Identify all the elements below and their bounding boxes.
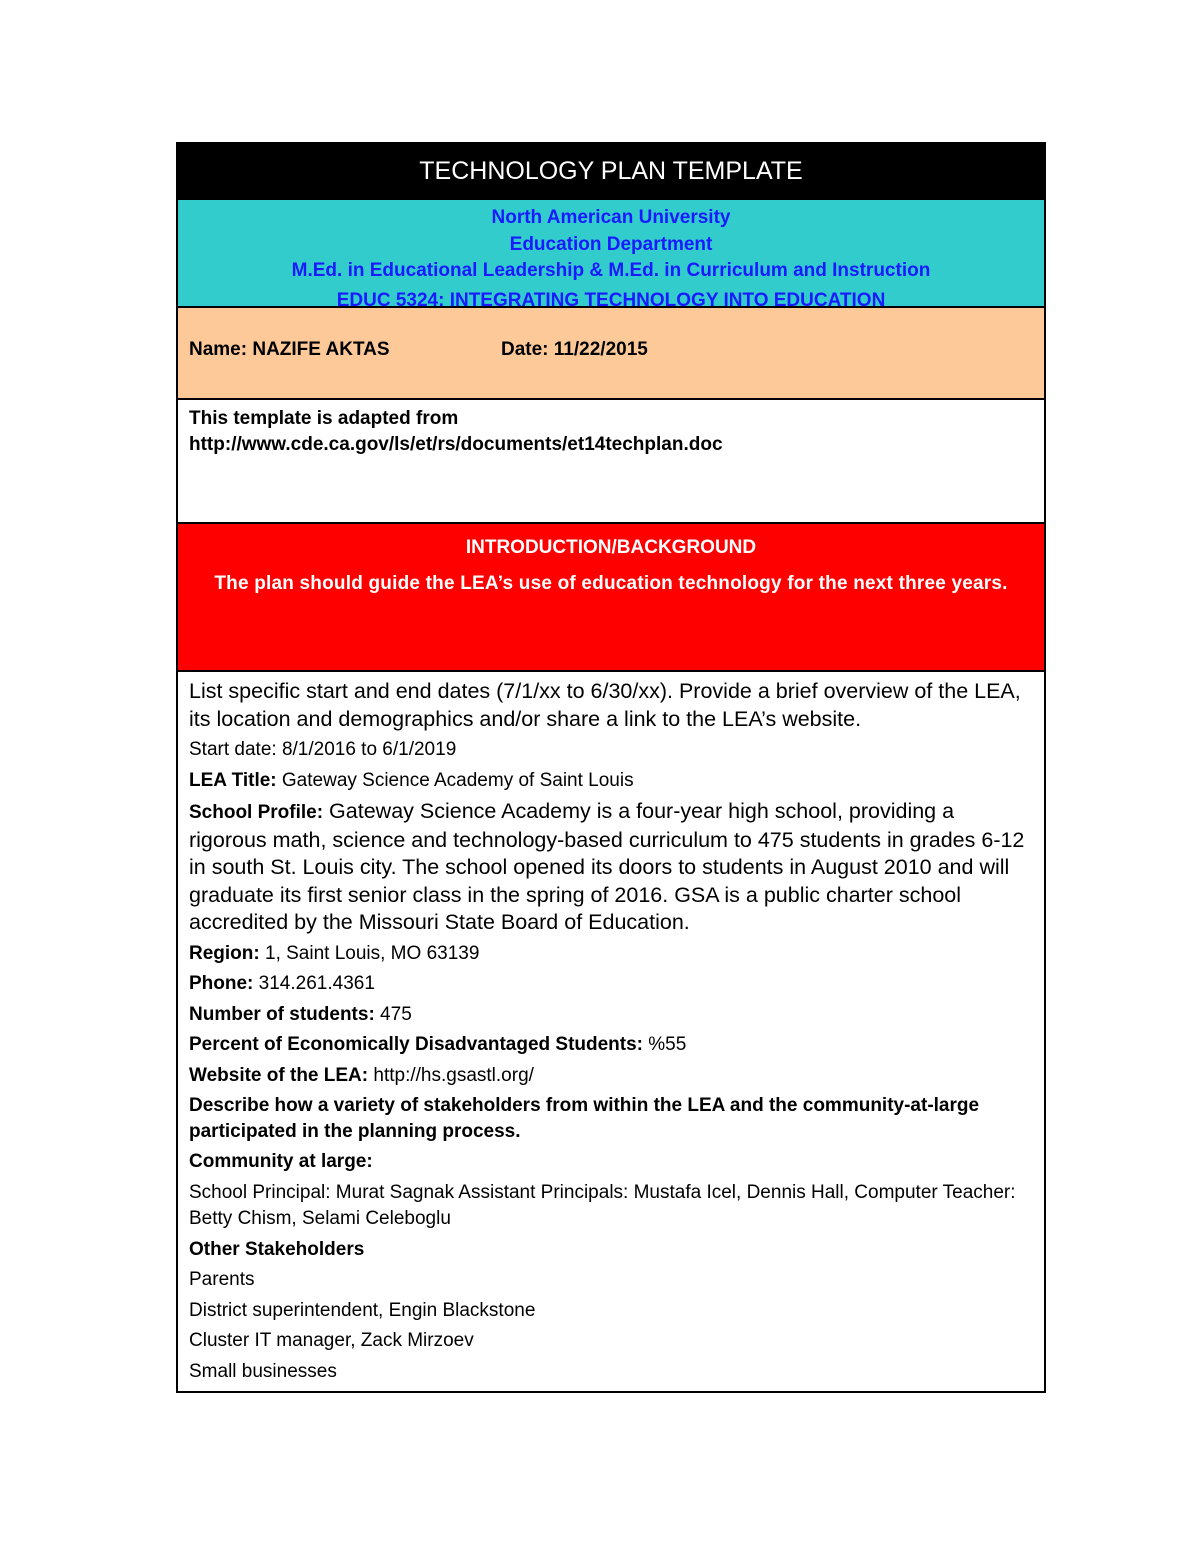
school-profile-label: School Profile: — [189, 802, 324, 823]
template-source-row — [178, 400, 1044, 524]
school-profile — [189, 798, 1033, 937]
list-item: Cluster IT manager, Zack Mirzoev — [189, 1330, 474, 1351]
students-label: Number of students: — [189, 1003, 375, 1025]
list-item: Parents — [189, 1269, 255, 1290]
econ-value: %55 — [643, 1034, 687, 1055]
plan-title: TECHNOLOGY PLAN TEMPLATE — [419, 156, 803, 185]
source-intro: This template is adapted from — [189, 408, 459, 429]
university-name: North American University — [491, 207, 731, 228]
student-info-row — [178, 308, 1044, 400]
region-label: Region: — [189, 942, 260, 964]
other-stakeholders-label-text: Other Stakeholders — [189, 1238, 365, 1260]
program-names: M.Ed. in Educational Leadership & M.Ed. in Curriculum and Instruction — [291, 260, 931, 281]
introduction-header-row — [178, 524, 1044, 672]
econ-label: Percent of Economically Disadvantaged Students: — [189, 1034, 643, 1055]
student-name: Name: NAZIFE AKTAS — [189, 339, 390, 360]
lea-title-value: Gateway Science Academy of Saint Louis — [276, 769, 634, 791]
list-item: Small businesses — [189, 1360, 337, 1382]
lea-title-label: LEA Title: — [189, 769, 277, 791]
university-info-row — [178, 200, 1044, 311]
instructions-text: List specific start and end dates (7/1/xx to 6/30/xx). Provide a brief overview of the LEA, its location and demographics and/or share a link to the LEA’s website. — [189, 679, 1021, 731]
website-label: Website of the LEA: — [189, 1064, 369, 1086]
start-date: Start date: 8/1/2016 to 6/1/2019 — [189, 739, 457, 760]
economically-disadvantaged — [189, 1032, 1033, 1059]
phone-value: 314.261.4361 — [253, 973, 375, 994]
lea-title — [189, 768, 1033, 795]
department-name: Education Department — [509, 233, 713, 255]
phone-label: Phone: — [189, 973, 254, 994]
region-value: 1, Saint Louis, MO 63139 — [259, 942, 480, 964]
community-label-text: Community at large: — [189, 1151, 373, 1172]
section-subtitle: The plan should guide the LEA’s use of education technology for the next three years. — [214, 573, 1008, 594]
lea-website — [189, 1063, 1033, 1090]
course-title: EDUC 5324: INTEGRATING TECHNOLOGY INTO EDUCATION — [336, 289, 886, 311]
phone — [189, 971, 1033, 998]
students-value: 475 — [374, 1003, 412, 1025]
number-of-students — [189, 1002, 1033, 1029]
section-title: INTRODUCTION/BACKGROUND — [465, 537, 757, 558]
list-item: District superintendent, Engin Blackstone — [189, 1299, 536, 1321]
stakeholders-question: Describe how a variety of stakeholders from within the LEA and the community-at-large participated in the planning process. — [189, 1095, 980, 1142]
community-label — [189, 1149, 1033, 1176]
community-members: School Principal: Murat Sagnak Assistant Principals: Mustafa Icel, Dennis Hall, Computer Teacher: Betty Chism, Selami Celeboglu — [189, 1181, 1016, 1229]
introduction-content-row — [178, 672, 1044, 1391]
school-profile-value: Gateway Science Academy is a four-year high school, providing a rigorous math, science and technology-based curriculum to 475 students in grades 6-12 in south St. Louis city. The school opened its doors to students in August 2010 and will graduate its first senior class in the spring of 2016. GSA is a public charter school accredited by the Missouri State Board of Education. — [189, 799, 1025, 934]
region — [189, 941, 1033, 968]
other-stakeholders-label — [189, 1237, 1033, 1264]
submission-date: Date: 11/22/2015 — [501, 339, 648, 360]
technology-plan-table — [176, 142, 1046, 1393]
plan-title-row — [178, 144, 1044, 200]
source-url: http://www.cde.ca.gov/ls/et/rs/documents/et14techplan.doc — [189, 434, 723, 455]
website-value: http://hs.gsastl.org/ — [368, 1064, 534, 1086]
